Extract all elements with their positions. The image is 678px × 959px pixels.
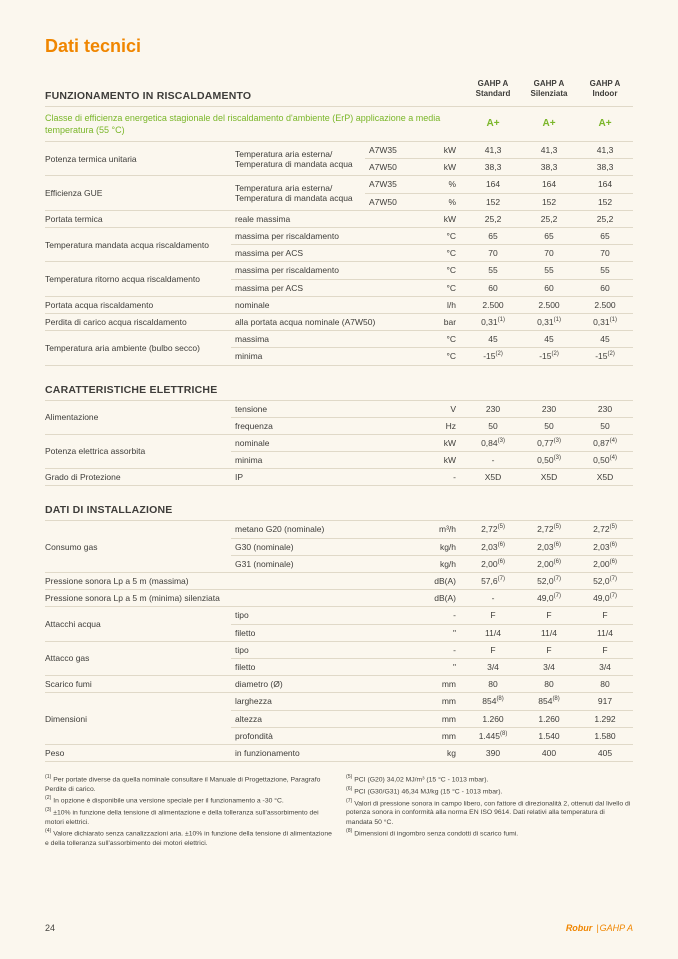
value-cell: 3/4 — [465, 658, 521, 675]
row-unit: kg/h — [417, 538, 465, 555]
erp-class-value: A+ — [577, 106, 633, 141]
section-header — [45, 504, 633, 516]
row-desc: IP — [231, 469, 417, 486]
row-desc: massima per riscaldamento — [231, 228, 417, 245]
value-cell: X5D — [577, 469, 633, 486]
footnote: $^{(6)}$ PCI (G30/G31) 46,34 MJ/kg (15 °C - 1013 mbar). — [346, 785, 503, 796]
row-unit: mm — [417, 693, 465, 710]
row-unit: mm — [417, 710, 465, 727]
table-row — [45, 434, 633, 451]
table-row — [45, 176, 633, 193]
value-cell: - — [465, 590, 521, 607]
row-desc: massima — [231, 331, 417, 348]
row-desc: Temperatura aria esterna/ Temperatura di mandata acqua — [231, 142, 365, 176]
value-cell: F — [465, 607, 521, 624]
row-desc: minima — [231, 348, 417, 365]
value-cell: 41,3 — [521, 142, 577, 159]
value-cell: 50 — [465, 417, 521, 434]
row-unit: °C — [417, 245, 465, 262]
value-cell: 164 — [465, 176, 521, 193]
page-number: 24 — [45, 923, 56, 933]
table-row — [45, 228, 633, 245]
row-desc: filetto — [231, 658, 417, 675]
value-cell: F — [521, 641, 577, 658]
data-section — [45, 504, 633, 762]
spec-table — [45, 400, 633, 487]
row-unit: mm — [417, 727, 465, 744]
table-row — [45, 693, 633, 710]
footnotes-left-column — [45, 774, 332, 850]
value-cell: 0,84$^{(3)}$ — [465, 434, 521, 451]
section-header — [45, 79, 633, 102]
row-unit: l/h — [417, 296, 465, 313]
brand-separator: | — [596, 923, 599, 933]
row-unit: - — [417, 607, 465, 624]
value-cell: 2,00$^{(6)}$ — [577, 555, 633, 572]
value-cell: 60 — [465, 279, 521, 296]
row-unit: kW — [417, 210, 465, 227]
row-label: Consumo gas — [45, 521, 231, 573]
footnote-mark: (3) — [45, 807, 52, 814]
row-desc: massima per ACS — [231, 279, 417, 296]
row-desc: massima per ACS — [231, 245, 417, 262]
row-desc: nominale — [231, 296, 417, 313]
brand-footer — [566, 923, 633, 933]
table-row — [45, 296, 633, 313]
value-cell: 65 — [577, 228, 633, 245]
table-row — [45, 744, 633, 761]
row-unit: Hz — [417, 417, 465, 434]
section-header — [45, 384, 633, 396]
row-label: Perdita di carico acqua riscaldamento — [45, 313, 231, 330]
row-unit: % — [417, 176, 465, 193]
value-cell: 41,3 — [577, 142, 633, 159]
value-cell: 0,31$^{(1)}$ — [521, 313, 577, 330]
row-unit: V — [417, 400, 465, 417]
row-unit: kW — [417, 142, 465, 159]
table-row — [45, 313, 633, 330]
value-cell: 70 — [465, 245, 521, 262]
row-desc: minima — [231, 452, 417, 469]
value-cell: 55 — [521, 262, 577, 279]
row-label: Scarico fumi — [45, 676, 231, 693]
value-cell: 0,77$^{(3)}$ — [521, 434, 577, 451]
table-row — [45, 590, 633, 607]
value-cell: F — [521, 607, 577, 624]
row-label: Potenza elettrica assorbita — [45, 434, 231, 468]
row-desc: reale massima — [231, 210, 417, 227]
row-unit: " — [417, 624, 465, 641]
row-desc: alla portata acqua nominale (A7W50) — [231, 313, 417, 330]
value-cell: 52,0$^{(7)}$ — [577, 573, 633, 590]
row-unit: °C — [417, 279, 465, 296]
footnote-mark: (1) — [45, 774, 52, 781]
value-cell: 38,3 — [577, 159, 633, 176]
row-desc: Temperatura aria esterna/ Temperatura di mandata acqua — [231, 176, 365, 210]
row-label: Grado di Protezione — [45, 469, 231, 486]
value-cell: 45 — [577, 331, 633, 348]
value-cell: 1.260 — [465, 710, 521, 727]
row-unit: dB(A) — [417, 573, 465, 590]
page-title: Dati tecnici — [45, 36, 142, 56]
value-cell: 2,00$^{(6)}$ — [521, 555, 577, 572]
value-cell: 50 — [577, 417, 633, 434]
table-row — [45, 142, 633, 159]
row-label: Pressione sonora Lp a 5 m (massima) — [45, 573, 417, 590]
row-unit: kg — [417, 744, 465, 761]
value-cell: 60 — [521, 279, 577, 296]
row-unit: bar — [417, 313, 465, 330]
value-cell: 164 — [521, 176, 577, 193]
table-row — [45, 641, 633, 658]
footnote-mark: (2) — [45, 795, 52, 802]
footnote-mark: (8) — [346, 828, 353, 835]
value-cell: 50 — [521, 417, 577, 434]
value-cell: 2.500 — [465, 296, 521, 313]
row-unit: - — [417, 641, 465, 658]
value-cell: 2,03$^{(6)}$ — [577, 538, 633, 555]
footnote: $^{(3)}$ ±10% in funzione della tensione di alimentazione e della tolleranza sull'assorbimento dei motori elettrici. — [45, 807, 319, 826]
row-variant: A7W50 — [365, 159, 417, 176]
footnotes — [45, 774, 633, 850]
row-label: Portata acqua riscaldamento — [45, 296, 231, 313]
data-section — [45, 79, 633, 366]
erp-row — [45, 106, 633, 141]
row-label: Portata termica — [45, 210, 231, 227]
erp-class-value: A+ — [465, 106, 521, 141]
section-title: DATI DI INSTALLAZIONE — [45, 504, 173, 517]
value-cell: 55 — [465, 262, 521, 279]
value-cell: 11/4 — [577, 624, 633, 641]
row-label: Efficienza GUE — [45, 176, 231, 210]
sections-container — [45, 79, 633, 762]
footnote: $^{(4)}$ Valore dichiarato senza canalizzazioni aria. ±10% in funzione della tensione di alimentazione e della tolleranza sull'assorbimento dei motori elettrici. — [45, 828, 332, 848]
row-desc: G31 (nominale) — [231, 555, 417, 572]
value-cell: 0,31$^{(1)}$ — [465, 313, 521, 330]
row-variant: A7W35 — [365, 176, 417, 193]
footnote: $^{(2)}$ In opzione è disponibile una versione speciale per il funzionamento a -30 °C. — [45, 795, 284, 805]
value-cell: 80 — [465, 676, 521, 693]
row-desc: altezza — [231, 710, 417, 727]
value-cell: 152 — [577, 193, 633, 210]
table-row — [45, 676, 633, 693]
value-cell: 2.500 — [577, 296, 633, 313]
value-cell: 405 — [577, 744, 633, 761]
table-row — [45, 400, 633, 417]
value-cell: 230 — [465, 400, 521, 417]
value-cell: 2,00$^{(6)}$ — [465, 555, 521, 572]
row-desc: larghezza — [231, 693, 417, 710]
footnote-mark: (6) — [346, 785, 353, 792]
value-cell: 230 — [521, 400, 577, 417]
row-desc: filetto — [231, 624, 417, 641]
footnotes-right-column — [346, 774, 633, 850]
row-label: Temperatura mandata acqua riscaldamento — [45, 228, 231, 262]
row-desc: nominale — [231, 434, 417, 451]
value-cell: 80 — [577, 676, 633, 693]
value-cell: 2,72$^{(5)}$ — [577, 521, 633, 538]
table-row — [45, 210, 633, 227]
row-label: Attacco gas — [45, 641, 231, 675]
row-label: Temperatura aria ambiente (bulbo secco) — [45, 331, 231, 365]
row-label: Peso — [45, 744, 231, 761]
footnote: $^{(7)}$ Valori di pressione sonora in campo libero, con fattore di direzionalità 2, ottenuti dal livello di potenza sonora in conformità alla norma EN ISO 9614. Dati relativi alla temperatura di mandata 50 °C. — [346, 797, 631, 826]
row-desc: frequenza — [231, 417, 417, 434]
value-cell: 3/4 — [521, 658, 577, 675]
section-title: CARATTERISTICHE ELETTRICHE — [45, 383, 218, 396]
value-cell: 230 — [577, 400, 633, 417]
value-cell: 65 — [465, 228, 521, 245]
table-row — [45, 262, 633, 279]
value-cell: 57,6$^{(7)}$ — [465, 573, 521, 590]
row-variant: A7W50 — [365, 193, 417, 210]
value-cell: X5D — [521, 469, 577, 486]
value-cell: 11/4 — [521, 624, 577, 641]
brand-name: Robur — [565, 923, 593, 933]
brand-product: GAHP A — [599, 923, 633, 933]
value-cell: 45 — [465, 331, 521, 348]
data-section — [45, 384, 633, 487]
value-cell: 0,50$^{(4)}$ — [577, 452, 633, 469]
row-unit: kg/h — [417, 555, 465, 572]
value-cell: -15$^{(2)}$ — [577, 348, 633, 365]
value-cell: 65 — [521, 228, 577, 245]
row-label: Attacchi acqua — [45, 607, 231, 641]
row-unit: °C — [417, 262, 465, 279]
value-cell: 390 — [465, 744, 521, 761]
row-unit: m³/h — [417, 521, 465, 538]
table-row — [45, 521, 633, 538]
table-row — [45, 573, 633, 590]
value-cell: 0,31$^{(1)}$ — [577, 313, 633, 330]
footnote-mark: (5) — [346, 774, 353, 781]
row-label: Temperatura ritorno acqua riscaldamento — [45, 262, 231, 296]
value-cell: 25,2 — [465, 210, 521, 227]
value-cell: 25,2 — [577, 210, 633, 227]
row-desc: G30 (nominale) — [231, 538, 417, 555]
row-desc: tipo — [231, 607, 417, 624]
row-unit: kW — [417, 434, 465, 451]
spec-table — [45, 106, 633, 366]
value-cell: 1.260 — [521, 710, 577, 727]
value-cell: 25,2 — [521, 210, 577, 227]
row-variant: A7W35 — [365, 142, 417, 159]
row-desc: tensione — [231, 400, 417, 417]
row-desc: massima per riscaldamento — [231, 262, 417, 279]
value-cell: -15$^{(2)}$ — [521, 348, 577, 365]
footnote-mark: (4) — [45, 828, 52, 835]
row-unit: dB(A) — [417, 590, 465, 607]
column-header: GAHP A Indoor — [589, 79, 621, 99]
footnote: $^{(5)}$ PCI (G20) 34,02 MJ/m³ (15 °C - 1013 mbar). — [346, 774, 489, 784]
row-unit: kW — [417, 452, 465, 469]
value-cell: 164 — [577, 176, 633, 193]
column-header: GAHP A Silenziata — [530, 79, 568, 99]
value-cell: 2,72$^{(5)}$ — [521, 521, 577, 538]
value-cell: 70 — [521, 245, 577, 262]
value-cell: 80 — [521, 676, 577, 693]
table-row — [45, 607, 633, 624]
value-cell: 52,0$^{(7)}$ — [521, 573, 577, 590]
value-cell: 2,03$^{(6)}$ — [521, 538, 577, 555]
value-cell: 49,0$^{(7)}$ — [577, 590, 633, 607]
row-unit: % — [417, 193, 465, 210]
value-cell: 854$^{(8)}$ — [521, 693, 577, 710]
row-desc: diametro (Ø) — [231, 676, 417, 693]
value-cell: F — [577, 641, 633, 658]
row-unit: °C — [417, 228, 465, 245]
row-unit: - — [417, 469, 465, 486]
row-unit: " — [417, 658, 465, 675]
row-label: Dimensioni — [45, 693, 231, 745]
value-cell: 38,3 — [521, 159, 577, 176]
footnote: $^{(1)}$ Per portate diverse da quella nominale consultare il Manuale di Progettazione, Paragrafo Perdite di carico. — [45, 774, 321, 793]
table-row — [45, 331, 633, 348]
value-cell: 2,03$^{(6)}$ — [465, 538, 521, 555]
value-cell: 3/4 — [577, 658, 633, 675]
value-cell: 1.292 — [577, 710, 633, 727]
value-cell: 2.500 — [521, 296, 577, 313]
value-cell: 0,50$^{(3)}$ — [521, 452, 577, 469]
footnote: $^{(8)}$ Dimensioni di ingombro senza condotti di scarico fumi. — [346, 828, 519, 838]
value-cell: 2,72$^{(5)}$ — [465, 521, 521, 538]
value-cell: 152 — [521, 193, 577, 210]
spec-table — [45, 520, 633, 762]
value-cell: 854$^{(8)}$ — [465, 693, 521, 710]
value-cell: 60 — [577, 279, 633, 296]
value-cell: - — [465, 452, 521, 469]
row-unit: °C — [417, 331, 465, 348]
value-cell: 11/4 — [465, 624, 521, 641]
row-desc: profondità — [231, 727, 417, 744]
row-unit: kW — [417, 159, 465, 176]
value-cell: 1.580 — [577, 727, 633, 744]
value-cell: -15$^{(2)}$ — [465, 348, 521, 365]
value-cell: 45 — [521, 331, 577, 348]
table-row — [45, 469, 633, 486]
row-label: Alimentazione — [45, 400, 231, 434]
value-cell: 917 — [577, 693, 633, 710]
section-title: FUNZIONAMENTO IN RISCALDAMENTO — [45, 89, 252, 102]
erp-class-label: Classe di efficienza energetica stagionale del riscaldamento d'ambiente (ErP) applicazione a media temperatura (55 °C) — [45, 106, 465, 141]
row-desc: in funzionamento — [231, 744, 417, 761]
value-cell: 1.445$^{(8)}$ — [465, 727, 521, 744]
value-cell: 49,0$^{(7)}$ — [521, 590, 577, 607]
value-cell: 0,87$^{(4)}$ — [577, 434, 633, 451]
value-cell: F — [465, 641, 521, 658]
row-unit: mm — [417, 676, 465, 693]
row-desc: tipo — [231, 641, 417, 658]
value-cell: X5D — [465, 469, 521, 486]
value-cell: 41,3 — [465, 142, 521, 159]
value-cell: F — [577, 607, 633, 624]
product-column-headers — [465, 79, 633, 102]
value-cell: 400 — [521, 744, 577, 761]
row-label: Pressione sonora Lp a 5 m (minima) silenziata — [45, 590, 417, 607]
value-cell: 152 — [465, 193, 521, 210]
footnote-mark: (7) — [346, 797, 353, 804]
row-label: Potenza termica unitaria — [45, 142, 231, 176]
value-cell: 70 — [577, 245, 633, 262]
value-cell: 1.540 — [521, 727, 577, 744]
value-cell: 38,3 — [465, 159, 521, 176]
column-header: GAHP A Standard — [475, 79, 511, 99]
erp-class-value: A+ — [521, 106, 577, 141]
value-cell: 55 — [577, 262, 633, 279]
page-footer — [45, 923, 633, 933]
row-unit: °C — [417, 348, 465, 365]
row-desc: metano G20 (nominale) — [231, 521, 417, 538]
